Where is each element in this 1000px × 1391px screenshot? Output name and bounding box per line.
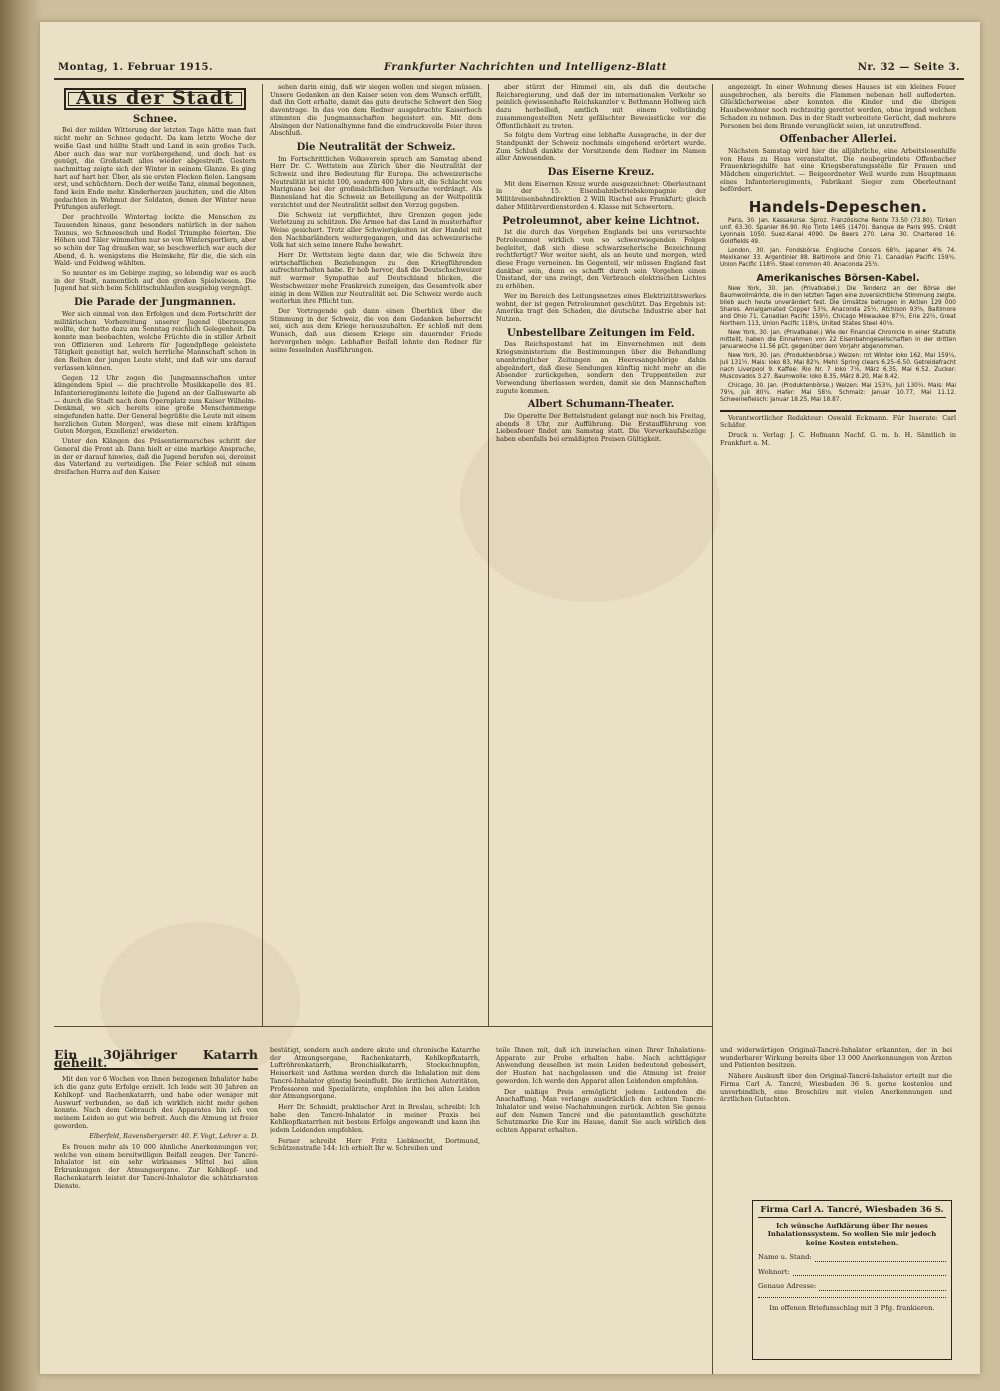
- article-heading: Die Neutralität der Schweiz.: [296, 141, 456, 153]
- coupon-field-name: Name u. Stand:: [758, 1253, 946, 1262]
- coupon-field-town: Wohnort:: [758, 1268, 946, 1277]
- book-binding: [0, 0, 42, 1391]
- article-text: Ist die durch das Vorgehen Englands bei uns verursachte Petroleumnot wirklich von so schwerwiegenden Folgen begleitet, daß sich diese schwarzseherische Bezeichnung rechtfertigt? Wer weiter sieht, als an heute und morgen, wird diese Frage verneinen. Im Gegenteil, wir müssen England fast dankbar sein, denn es schafft durch sein Vorgehen einen Umstand, der uns zwingt, den Verbrauch elektrischen Lichtes zu erhöhen.: [496, 228, 706, 291]
- section-rule: [54, 1026, 712, 1027]
- ad-signature: Elberfeld, Ravensbergerstr. 40. F. Vogt, Lehrer a. D.: [89, 1132, 258, 1141]
- ad-text: Mit den vor 6 Wochen von Ihnen bezogenen Inhalator habe ich die ganz gute Erfolge erzielt. Ich leide seit 30 Jahren an Kehlkopf- und Rachenkatarrh, und habe oder weniger mit Auswurf verbunden, so daß ich wirklich nicht mehr gehen konnte. Nach dem Gebrauch des Apparates bin ich von meinem Leiden so gut wie befreit. Auch die Atmung ist freier geworden.: [54, 1075, 258, 1130]
- article-heading: Albert Schumann-Theater.: [527, 399, 675, 411]
- article-text: Das Reichspostamt hat im Einvernehmen mit dem Kriegsministerium die Bestimmungen über die Behandlung unanbringlicher Zeitungen an Heeresangehörige dahin abgeändert, daß diese Sendungen künftig nicht mehr an die Absender zurückgehen, sondern den Truppenteilen zur Verwendung überlassen werden, damit sie den Mannschaften zugute kommen.: [496, 340, 706, 395]
- article-text: Herr Dr. Wettstein legte dann dar, wie die Schweiz ihre wirtschaftlichen Beziehungen zu den Kriegführenden aufrechterhalten habe. Er hob hervor, daß die Deutschschweizer mit warmer Sympathie auf Deutschland blicken, die Westschweizer mehr Frankreich zuneigen, das Gesamtvolk aber einig in dem Willen zur Neutralität sei. Die Schweiz werde auch weiterhin ihre Pflicht tun.: [270, 251, 482, 306]
- masthead-date: Montag, 1. Februar 1915.: [58, 62, 213, 73]
- imprint: [720, 410, 956, 448]
- article-text: So munter es im Gebirge zuging, so lebendig war es auch in der Stadt, namentlich auf den großen Spielwiesen. Die Jugend hat sich beim Schlittschuhlaufen ausgiebig vergnügt.: [54, 269, 256, 293]
- article-text: Der prachtvolle Wintertag lockte die Menschen zu Tausenden hinaus, ganz besonders natürlich in der nahen Taunus, wo Schneeschuh und Rodel Triumphe feierten. Die Höhen und Täler wimmelten nur so von Wintersportlern, aber so schön der Tag draußen war, so beschwerlich war auch der Abend, d. h. wenigstens die Heimkehr, für die, die sich ein Wald- und Feldweg wählten.: [54, 213, 256, 268]
- ad-text: Es freuen mehr als 10 000 ähnliche Anerkennungen vor, welche von einem bereitwilligen Beifall zeugen. Der Tancré-Inhalator ist ein sehr wirksames Mittel bei allen Erkrankungen der Atmungsorgane. Zur Kehlkopf- und Rachenkatarrh leistet der Tancré-Inhalator die schätzbarsten Dienste.: [54, 1143, 258, 1190]
- masthead: [54, 62, 964, 80]
- column-2: [270, 84, 482, 1020]
- article-heading: Offenbacher Allerlei.: [779, 134, 897, 146]
- article-text: Bei der milden Witterung der letzten Tage hätte man fast nicht mehr an Schnee gedacht. Da kam letzte Woche der weiße Gast und hüllte Stadt und Land in sein großes Tuch. Aber auch das war nur vorübergehend, und doch hat es genügt, die Großstadt alles wieder abgestreift. Gestern nachmittag zeigte sich der Winter in seinem Glanze. Es ging hart auf hart her. Über, als sie ersten Flocken fielen. Langsam erst, und schüchtern. Doch der weiße Tanz, einmal begonnen, fand kein Ende mehr. Kinderherzen jauchzten, und die Alten gedachten in Wehmut der Soldaten, denen der Winter neue Prüfungen auferlegt.: [54, 126, 256, 212]
- ad-text: und widerwärtigen Original-Tancré-Inhalator erkannten, der in bei wunderbarer Wirkung bereits über 13 000 Anerkennungen von Ärzten und Patienten besitzen.: [720, 1047, 952, 1070]
- masthead-issue: Nr. 32 — Seite 3.: [857, 62, 960, 73]
- market-text: London, 30. Jan. Fondsbörse. Englische Consols 68¾. Japaner 4% 74. Mexikaner 33. Argentinier 88. Baltimore and Ohio 71. Canadian Pacific 159¾. Union Pacific 118½. Steel common 40. Anaconda 25½.: [720, 247, 956, 268]
- market-subheading: Amerikanisches Börsen-Kabel.: [756, 272, 920, 284]
- article-heading: Petroleumnot, aber keine Lichtnot.: [502, 215, 700, 227]
- market-heading: Handels-Depeschen.: [748, 198, 928, 217]
- article-text: Die Schweiz ist verpflichtet, ihre Grenzen gegen jede Verletzung zu schützen. Die Armee hat das Land in musterhafter Weise gesichert. Trotz aller Schwierigkeiten ist der Handel mit den Nachbarländern weitergegangen, und das schweizerische Volk hat sich seine innere Ruhe bewahrt.: [270, 210, 482, 250]
- ad-text: bestätigt, sondern auch andere akute und chronische Katarrhe der Atmungsorgane, Rachenkatarrh, Kehlkopfkatarrh, Luftröhrenkatarrh, Bronchialkatarrh, Stockschnupfen, Heiserkeit und Asthma werden durch die Inhalation mit dem Tancré-Inhalator günstig beeinflußt. Die ärztlichen Autoritäten, Professoren und Spezialärzte, empfehlen ihn bei allen Leiden der Atmungsorgane.: [270, 1047, 480, 1101]
- market-text: Chicago, 30. Jan. (Produktenbörse.) Weizen: Mai 153¾, Juli 130¼. Mais: Mai 79⅛, Juli 80¾. Hafer: Mai 58⅛. Schmalz: Januar 10.77, Mai 11.12. Schweinefleisch: Januar 18.25, Mai 18.87.: [720, 382, 956, 403]
- article-text: Unter den Klängen des Präsentiermarsches schritt der General die Front ab. Dann hielt er eine markige Ansprache, in der er darauf hinwies, daß die Jugend berufen sei, dereinst das Vaterland zu verteidigen. Die Feier schloß mit einem dreifachen Hurra auf den Kaiser.: [54, 437, 256, 476]
- column-rule: [488, 84, 489, 1026]
- market-text: New York, 30. Jan. (Privatkabel.) Wie der Financial Chronicle in einer Statistik mitteilt, haben die Einnahmen von 22 Eisenbahngesellschaften in der dritten Januarwoche 11.56 pCt. gegenüber dem Vorjahr abgenommen.: [720, 329, 956, 350]
- ad-column-1: [54, 1047, 258, 1367]
- order-coupon: [752, 1200, 952, 1360]
- article-text: So folgte dem Vortrag eine lebhafte Aussprache, in der der Standpunkt der Schweiz nochmals eingehend erörtert wurde. Zum Schluß dankte der Vorsitzende dem Redner im Namen aller Anwesenden.: [496, 131, 706, 163]
- coupon-field-address: Genaue Adresse:: [758, 1282, 946, 1291]
- imprint-text: Verantwortlicher Redakteur: Oswald Eckmann. Für Inserate: Carl Schäfer.: [720, 413, 956, 430]
- ad-text: Ferner schreibt Herr Fritz Liebknecht, Dortmund, Schützenstraße 144: Ich erhielt Ihr w. Schreiben und: [270, 1136, 480, 1153]
- article-text: angezeigt. In einer Wohnung dieses Hauses ist ein kleines Feuer ausgebrochen, als bereits die Flammen nebenan hell aufloderten. Glücklicherweise aber konnten die Kinder und die übrigen Hausbewohner noch rechtzeitig gerettet werden, ohne irgend welchen Schaden zu nehmen. Das in der Stadt verbreitete Gerücht, daß mehrere Personen bei dem Brande verunglückt seien, ist unzutreffend.: [720, 84, 956, 130]
- article-text: Die Operette Der Bettelstudent gelangt nur noch bis Freitag, abends 8 Uhr, zur Aufführung. Die Erstaufführung von Liebesfeuer findet am Samstag statt. Die Vorverkaufsbezüge haben ebenfalls bei ermäßigten Preisen Gültigkeit.: [496, 412, 706, 444]
- article-heading: Schnee.: [132, 113, 178, 125]
- article-heading: Das Eiserne Kreuz.: [547, 167, 655, 179]
- ad-text: Nähere Auskunft über den Original-Tancré-Inhalator erteilt nur die Firma Carl A. Tancré, Wiesbaden 36 S. gerne kostenlos und unverbindlich, eine Broschüre mit vielen Anerkennungen und ärztlichen Gutachten.: [720, 1072, 952, 1104]
- article-text: Der Vortragende gab dann einen Überblick über die Stimmung in der Schweiz, die von dem Gedanken beherrscht sei, sich aus dem Kriege herauszuhalten. Er schloß mit dem Wunsch, daß aus diesem Kriege ein dauernder Friede hervorgehen möge. Lebhafter Beifall lohnte den Redner für seine fesselnden Ausführungen.: [270, 306, 482, 354]
- ad-column-2: [270, 1047, 480, 1367]
- article-text: aber stürzt der Himmel ein, als daß die deutsche Reichsregierung, und daß der im internationalen Verkehr so peinlich gewissenhafte Reichskanzler v. Bethmann Hollweg sich dazu herbeiließ, amtlich mit einem vollständig zusammengestellten Netz gefälschter Beweisstücke vor die Öffentlichkeit zu treten.: [496, 84, 706, 130]
- article-text: Nächsten Samstag wird hier die alljährliche, eine Arbeitslosenhilfe von Haus zu Haus veranstaltet. Die neubegründete Offenbacher Frauenkriegshilfe hat eine Kriegsberatungsstelle für Frauen und Mädchen eingerichtet. — Beigeordneter Weil wurde zum Hauptmann eines Infanterieregiments, Fabrikant Sieger zum Oberleutnant befördert.: [720, 146, 956, 194]
- ad-text: Der mäßige Preis ermöglicht jedem Leidenden die Anschaffung. Man verlange ausdrücklich den echten Tancré-Inhalator und weise Nachahmungen zurück. Achten Sie genau auf den Namen Tancré und die patentamtlich geschützte Schutzmarke Die Kur im Hause, damit Sie auch wirklich den echten Apparat erhalten.: [496, 1087, 706, 1135]
- coupon-field-blank: [758, 1297, 946, 1298]
- market-text: Paris, 30. Jan. Kassakurse. Sproz. Französische Rente 73.50 (73.80). Türken unif. 63.30. Spanier 86.90. Rio Tinto 1465 (1470). Banque de Paris 995. Crédit Lyonnais 1050. Suez-Kanal 4090. De Beers 270. Lena 30. Chartered 16. Goldfields 49.: [720, 217, 956, 245]
- column-1: [54, 84, 256, 1020]
- article-text: Wer im Bereich des Leitungsnetzes eines Elektrizitätswerkes wohnt, der ist gegen Petroleumnot geschützt. Das Ergebnis ist: Amerika tragt den Schaden, die deutsche Industrie aber hat Nutzen.: [496, 291, 706, 323]
- market-text: New York, 30. Jan. (Privatkabel.) Die Tendenz an der Börse der Baumwollmärkte, die in den letzten Tagen eine zuversichtliche Stimmung zeigte, blieb auch heute unverändert fest. Die Umsätze betrugen in Aktien 129 000 Shares. Amalgamated Copper 53⅜, Anaconda 25½, Atchison 93⅜, Baltimore and Ohio 71, Canadian Pacific 159½, Chicago Milwaukee 87½, Erie 22¼, Great Northern 113, Union Pacific 118⅛, United States Steel 40⅛.: [720, 285, 956, 327]
- column-4: [720, 84, 956, 1084]
- article-text: sehen darin einig, daß wir siegen wollen und siegen müssen. Unsere Gedanken an den Kaiser seien von dem Wunsch erfüllt, daß ihn Gott erhalte, damit das gute deutsche Schwert den Sieg davontrage. In das von dem Redner ausgebrachte Kaiserhoch stimmten die Jungmannschaften begeistert ein. Mit dem Absingen der Nationalhymne fand die eindrucksvolle Feier ihren Abschluß.: [270, 84, 482, 138]
- newspaper-page: [40, 22, 980, 1374]
- column-rule: [712, 84, 713, 1374]
- coupon-text: Ich wünsche Aufklärung über Ihr neues Inhalationssystem. So wollen Sie mir jedoch keine Kosten entstehen.: [767, 1221, 937, 1247]
- article-text: Gegen 12 Uhr zogen die Jungmannschaften unter klingendem Spiel — die prachtvolle Musikkapelle des 81. Infanterieregiments leitete die Jugend an der Galluswarte ab — durch die Stadt nach dem Opernplatz zum Kaiser Wilhelm-Denkmal, wo sich bereits eine große Menschenmenge eingefunden hatte. Der General begrüßte die Leute mit einem herzlichen Guten Morgen!, was diese mit einem kräftigen Guten Morgen, Exzellenz! erwiderten.: [54, 373, 256, 436]
- coupon-footer: Im offenen Briefumschlag mit 3 Pfg. frankieren.: [769, 1303, 935, 1312]
- coupon-title: Firma Carl A. Tancré, Wiesbaden 36 S.: [758, 1206, 946, 1218]
- column-3: [496, 84, 706, 1020]
- ad-text: teile Ihnen mit, daß ich inzwischen einen Ihrer Inhalations-Apparate zur Probe erhalten habe. Nach achttägiger Anwendung desselben ist mein Leiden bedeutend gebessert, der Husten hat nachgelassen und die Atmung ist freier geworden. Ich werde den Apparat allen Leidenden empfehlen.: [496, 1047, 706, 1085]
- article-text: Mit dem Eisernen Kreuz wurde ausgezeichnet: Oberleutnant in der 15. Eisenbahnbetriebskompagnie der Militäreisenbahndirektion 2 Willi Rischel aus Frankfurt; gleich daher Militärverdienstorden 4. Klasse mit Schwertern.: [496, 179, 706, 211]
- article-heading: Unbestellbare Zeitungen im Feld.: [507, 327, 695, 339]
- article-text: Im Fortschrittlichen Volksverein sprach am Samstag abend Herr Dr. C. Wettstein aus Zürich über die Neutralität der Schweiz und ihre Bedeutung für Europa. Die schweizerische Neutralität ist nicht 100, sondern 400 Jahre alt, die Schlacht von Marignano bei der großmächtlichen Versuche verdrängt. Als Binnenland hat die Schweiz an Beteiligung an der Weltpolitik verzichtet und der Neutralität selbst den Vorzug gegeben.: [270, 154, 482, 209]
- ad-column-3: [496, 1047, 706, 1367]
- ad-column-4: [720, 1047, 952, 1195]
- section-banner: Aus der Stadt: [64, 88, 246, 110]
- column-rule: [262, 84, 263, 1026]
- ad-heading: Ein 30jähriger Katarrh geheilt.: [54, 1047, 258, 1070]
- imprint-text: Druck u. Verlag: J. C. Hofmann Nachf. G. m. b. H. Sämtlich in Frankfurt a. M.: [720, 430, 956, 447]
- article-heading: Die Parade der Jungmannen.: [74, 297, 236, 309]
- ad-text: Herr Dr. Schmidt, praktischer Arzt in Breslau, schreibt: Ich habe den Tancré-Inhalator in meiner Praxis bei Kehlkopfkatarrhen mit bestem Erfolge angewandt und kann ihn jedem Leidenden empfehlen.: [270, 1102, 480, 1135]
- article-text: Wer sich einmal von den Erfolgen und dem Fortschritt der militärischen Vorbereitung unserer Jugend überzeugen wollte, der hatte dazu am Sonntag reichlich Gelegenheit. Da konnte man beobachten, welche Früchte die in stiller Arbeit von Offizieren und Lehrern für Jugendpflege geleistete Tätigkeit gezeitigt hat, welch herrliche Mannschaft schon in den Reihen der jungen Leute steht, und daß wir uns darauf verlassen können.: [54, 309, 256, 372]
- masthead-paper: Frankfurter Nachrichten und Intelligenz-Blatt: [384, 62, 667, 73]
- market-text: New York, 30. Jan. (Produktenbörse.) Weizen: rot Winter loko 162, Mai 159¼, Juli 131½. Mais: loko 83, Mai 82¾. Mehl: Spring clears 6.25–6.50. Getreidefracht nach Liverpool 9. Kaffee: Rio Nr. 7 loko 7⅛, März 6.35, Mai 6.52. Zucker: Muscovados 3.27. Baumwolle: loko 8.35, März 8.20, Mai 8.42.: [720, 352, 956, 380]
